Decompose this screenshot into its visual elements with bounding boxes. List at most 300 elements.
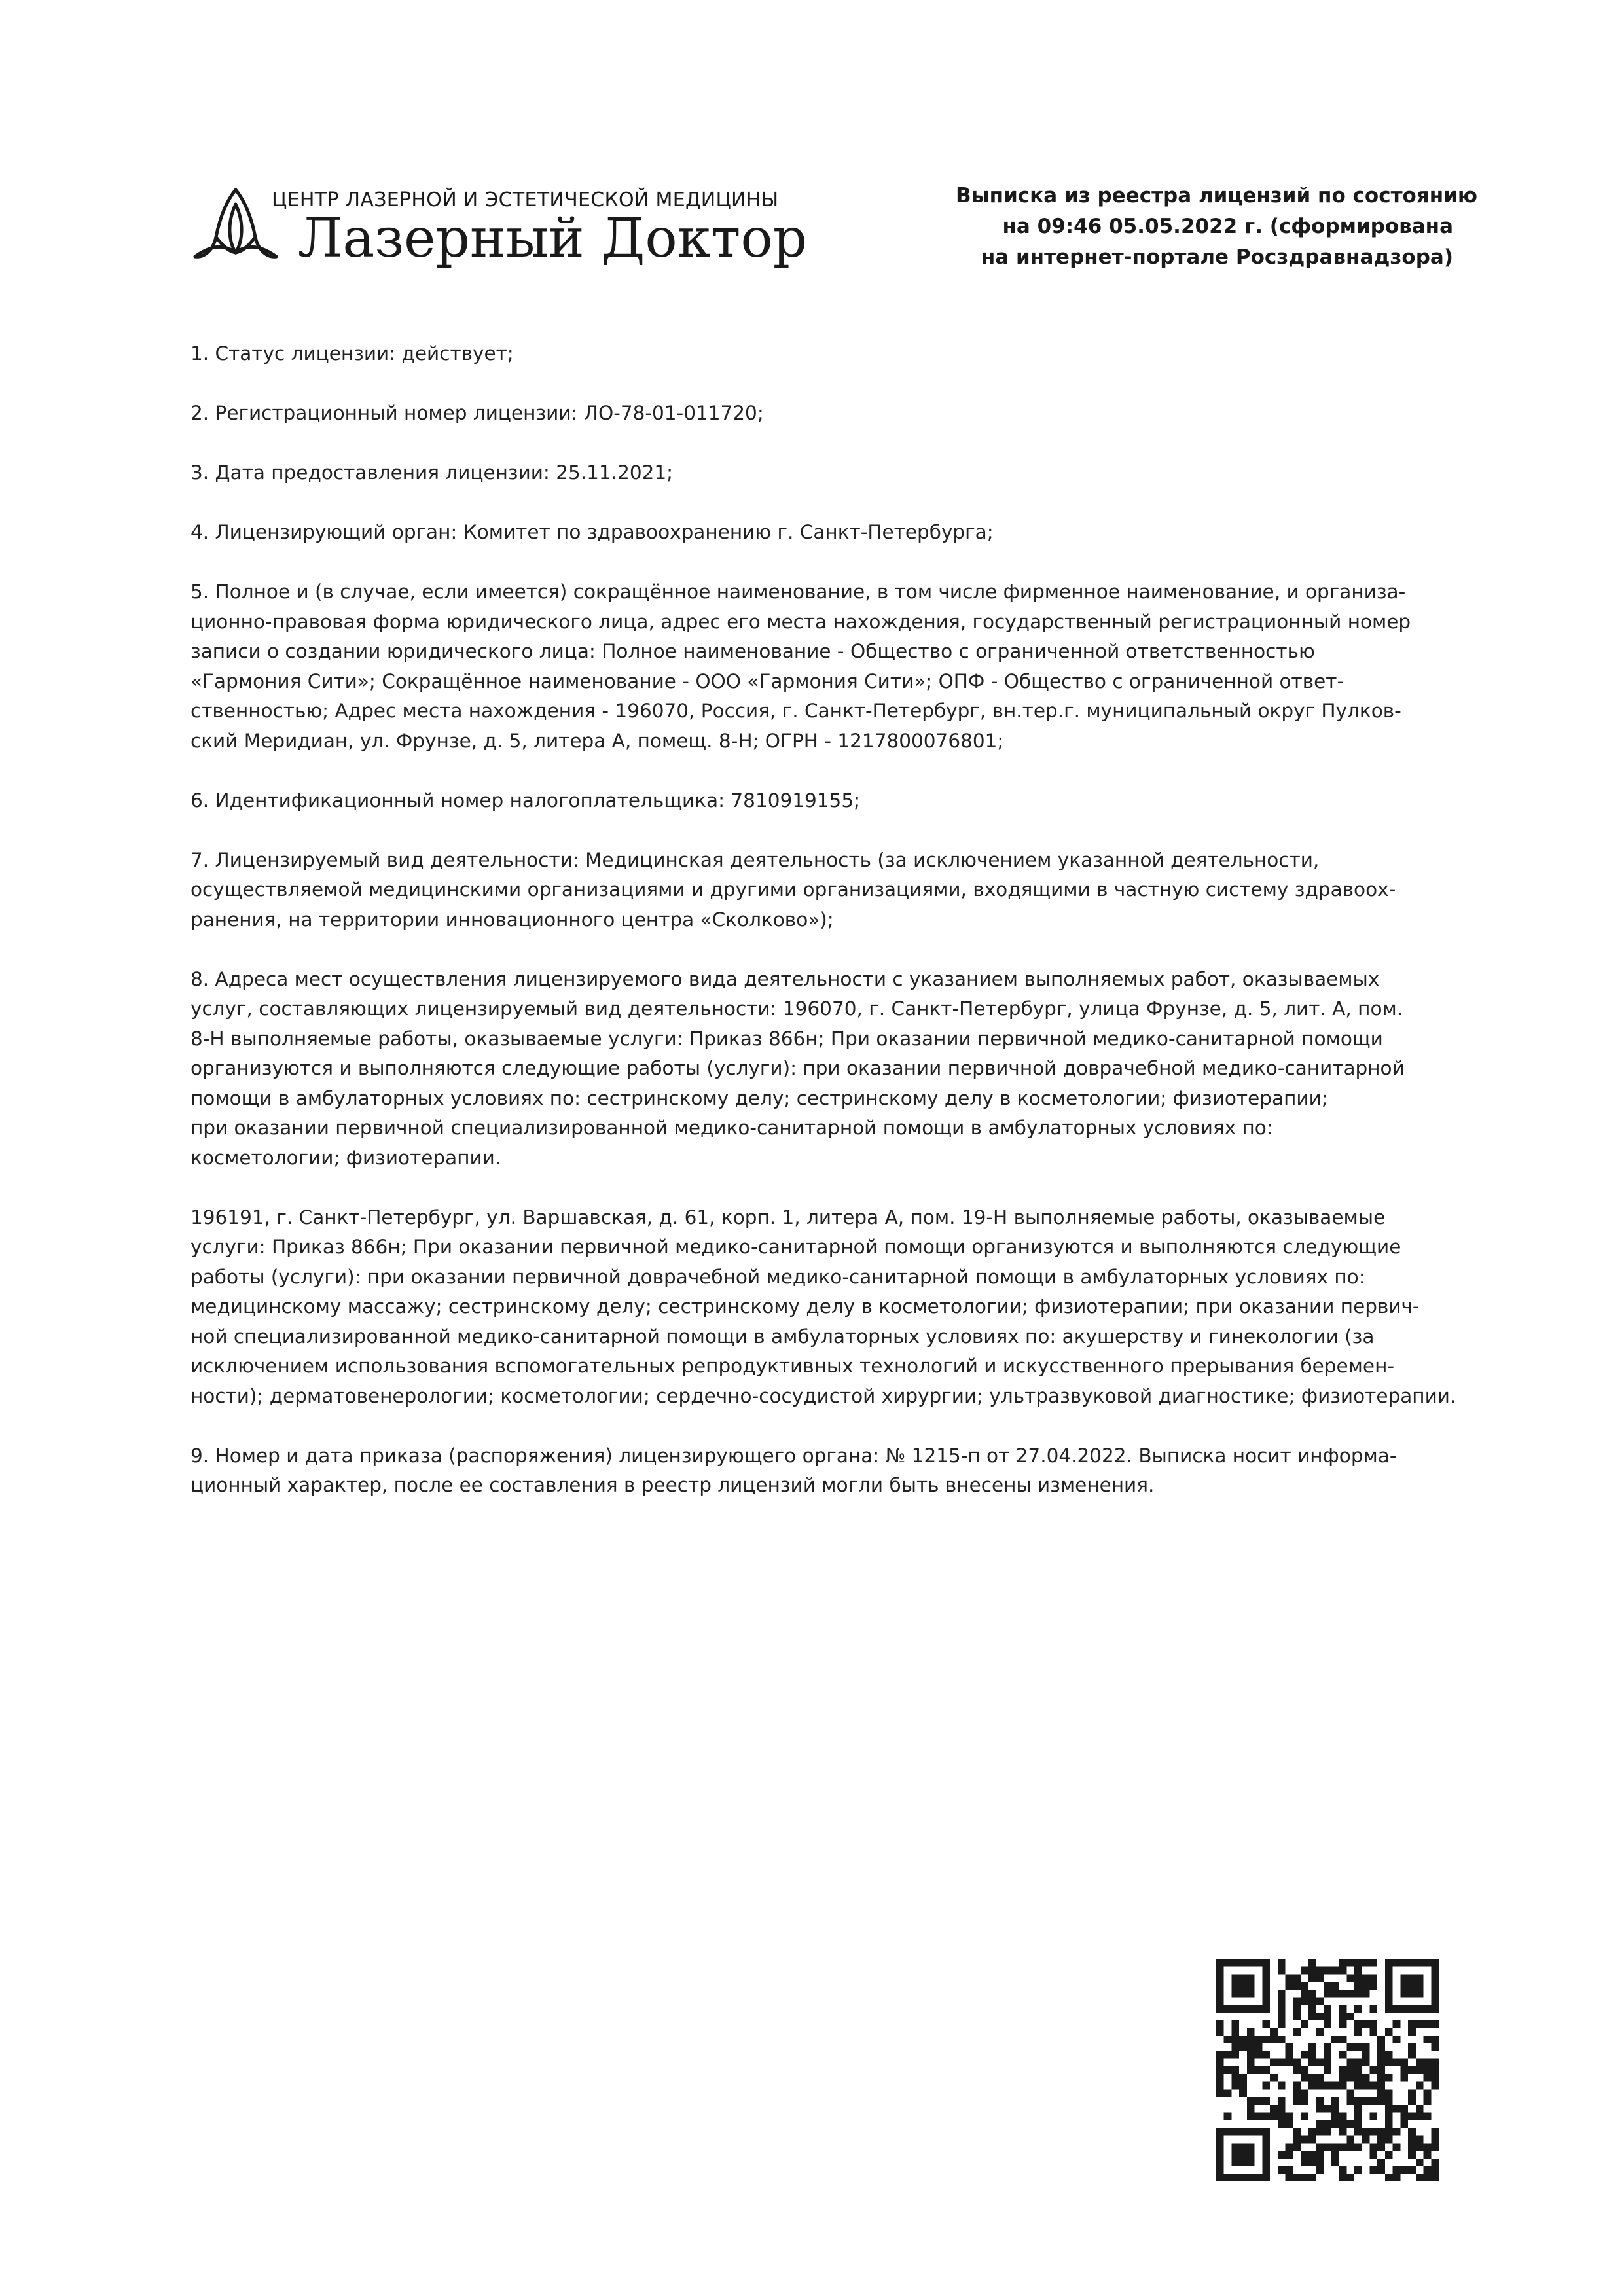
- qr-module: [1393, 2020, 1401, 2028]
- qr-module: [1231, 2159, 1239, 2166]
- qr-module: [1424, 2036, 1432, 2043]
- qr-module: [1301, 1967, 1308, 1975]
- qr-module: [1331, 2151, 1339, 2159]
- qr-module: [1416, 2082, 1424, 2090]
- extract-title: [956, 181, 1478, 273]
- qr-module: [1231, 2051, 1239, 2059]
- qr-module: [1301, 1998, 1308, 2005]
- license-item-line: «Гармония Сити»; Сокращённое наименование - ООО «Гармония Сити»; ОПФ - Общество с ограниченной ответ-: [190, 670, 1344, 692]
- qr-module: [1216, 1967, 1224, 1975]
- license-item-line: ский Меридиан, ул. Фрунзе, д. 5, литера А, помещ. 8-Н; ОГРН - 1217800076801;: [190, 729, 1004, 752]
- qr-module: [1231, 2128, 1239, 2136]
- qr-module: [1293, 2058, 1301, 2066]
- qr-module: [1216, 2051, 1224, 2059]
- qr-module: [1247, 1990, 1255, 1998]
- qr-module: [1278, 2058, 1286, 2066]
- qr-module: [1354, 1967, 1362, 1975]
- qr-module: [1339, 2036, 1347, 2043]
- qr-module: [1424, 2112, 1432, 2120]
- qr-module: [1362, 2074, 1370, 2082]
- qr-module: [1339, 2166, 1347, 2174]
- qr-module: [1308, 2005, 1316, 2013]
- qr-module: [1346, 2174, 1354, 2181]
- qr-module: [1231, 2028, 1239, 2036]
- qr-module: [1262, 1974, 1270, 1982]
- qr-module: [1408, 2005, 1416, 2013]
- qr-module: [1362, 2097, 1370, 2105]
- qr-module: [1377, 2043, 1385, 2051]
- qr-module: [1278, 2166, 1286, 2174]
- qr-module: [1278, 2005, 1286, 2013]
- qr-module: [1369, 2128, 1377, 2136]
- qr-module: [1431, 2036, 1439, 2043]
- qr-module: [1278, 2082, 1286, 2090]
- qr-module: [1262, 2020, 1270, 2028]
- qr-module: [1369, 2066, 1377, 2074]
- qr-module: [1339, 2120, 1347, 2128]
- license-item-line: организуются и выполняются следующие работы (услуги): при оказании первичной доврачебной медико-санитарной: [190, 1057, 1405, 1079]
- qr-module: [1293, 1974, 1301, 1982]
- qr-module: [1416, 2066, 1424, 2074]
- qr-module: [1369, 2020, 1377, 2028]
- qr-module: [1416, 2058, 1424, 2066]
- qr-module: [1424, 2097, 1432, 2105]
- qr-module: [1216, 1982, 1224, 1990]
- qr-module: [1247, 2005, 1255, 2013]
- qr-module: [1354, 2166, 1362, 2174]
- qr-module: [1216, 2066, 1224, 2074]
- qr-module: [1408, 2097, 1416, 2105]
- qr-module: [1416, 2112, 1424, 2120]
- qr-module: [1247, 2058, 1255, 2066]
- qr-module: [1301, 2159, 1308, 2166]
- qr-module: [1346, 2097, 1354, 2105]
- qr-module: [1308, 2128, 1316, 2136]
- qr-module: [1262, 2128, 1270, 2136]
- qr-module: [1377, 2051, 1385, 2059]
- qr-module: [1339, 2143, 1347, 2151]
- qr-module: [1286, 2058, 1293, 2066]
- qr-module: [1354, 1959, 1362, 1967]
- qr-module: [1231, 2005, 1239, 2013]
- qr-module: [1393, 2166, 1401, 2174]
- qr-module: [1400, 1959, 1408, 1967]
- license-item-line: осуществляемой медицинскими организациями и другими организациями, входящими в частную систему здравоох-: [190, 878, 1396, 901]
- qr-module: [1231, 1974, 1239, 1982]
- qr-module: [1308, 2058, 1316, 2066]
- qr-module: [1362, 2128, 1370, 2136]
- qr-module: [1354, 2020, 1362, 2028]
- qr-module: [1308, 2051, 1316, 2059]
- qr-module: [1408, 2043, 1416, 2051]
- qr-module: [1286, 2043, 1293, 2051]
- qr-module: [1247, 2066, 1255, 2074]
- qr-module: [1369, 2028, 1377, 2036]
- qr-module: [1424, 2166, 1432, 2174]
- qr-module: [1286, 2143, 1293, 2151]
- qr-module: [1331, 2105, 1339, 2113]
- qr-module: [1316, 2013, 1324, 2020]
- qr-module: [1316, 2151, 1324, 2159]
- qr-module: [1278, 1959, 1286, 1967]
- qr-module: [1354, 2112, 1362, 2120]
- qr-module: [1262, 2166, 1270, 2174]
- qr-module: [1262, 2005, 1270, 2013]
- license-item-8: [190, 965, 1467, 1174]
- qr-module: [1324, 2082, 1331, 2090]
- qr-module: [1400, 2112, 1408, 2120]
- qr-module: [1239, 1974, 1247, 1982]
- qr-module: [1424, 2058, 1432, 2066]
- qr-module: [1255, 2043, 1263, 2051]
- qr-module: [1354, 2143, 1362, 2151]
- qr-module: [1331, 2097, 1339, 2105]
- qr-module: [1408, 2166, 1416, 2174]
- license-item-line: помощи в амбулаторных условиях по: сестринскому делу; сестринскому делу в косметологии; физиотерапии;: [190, 1086, 1328, 1109]
- qr-module: [1255, 2005, 1263, 2013]
- qr-module: [1308, 2082, 1316, 2090]
- qr-module: [1369, 1959, 1377, 1967]
- qr-module: [1408, 1959, 1416, 1967]
- qr-module: [1239, 2005, 1247, 2013]
- qr-module: [1301, 2097, 1308, 2105]
- qr-module: [1231, 2020, 1239, 2028]
- qr-module: [1339, 1990, 1347, 1998]
- qr-module: [1293, 2136, 1301, 2144]
- qr-module: [1354, 1982, 1362, 1990]
- knot-emblem-icon: [190, 185, 281, 270]
- license-item-5: [190, 577, 1467, 756]
- qr-module: [1400, 1982, 1408, 1990]
- qr-module: [1224, 2174, 1232, 2181]
- qr-module: [1293, 2082, 1301, 2090]
- qr-module: [1239, 2043, 1247, 2051]
- qr-module: [1339, 1959, 1347, 1967]
- qr-module: [1262, 2082, 1270, 2090]
- qr-module: [1316, 2120, 1324, 2128]
- qr-module: [1278, 2151, 1286, 2159]
- qr-module: [1331, 1967, 1339, 1975]
- qr-module: [1362, 1974, 1370, 1982]
- qr-module: [1278, 2112, 1286, 2120]
- qr-module: [1431, 2066, 1439, 2074]
- qr-module: [1286, 2120, 1293, 2128]
- qr-module: [1354, 2120, 1362, 2128]
- qr-module: [1431, 1990, 1439, 1998]
- license-item-2: [190, 399, 1467, 429]
- qr-module: [1308, 2174, 1316, 2181]
- license-item-4: [190, 518, 1467, 548]
- qr-module: [1293, 2089, 1301, 2097]
- qr-module: [1346, 1959, 1354, 1967]
- qr-module: [1346, 2143, 1354, 2151]
- qr-module: [1293, 2097, 1301, 2105]
- qr-module: [1346, 2013, 1354, 2020]
- qr-module: [1385, 1982, 1393, 1990]
- qr-module: [1331, 2112, 1339, 2120]
- qr-module: [1377, 2159, 1385, 2166]
- license-item-line: ной специализированной медико-санитарной помощи в амбулаторных условиях по: акушерству и гинекологии (за: [190, 1325, 1375, 1348]
- qr-module: [1308, 1974, 1316, 1982]
- qr-module: [1301, 2074, 1308, 2082]
- qr-module: [1400, 2074, 1408, 2082]
- license-item-line: ционно-правовая форма юридического лица, адрес его места нахождения, государственный регистрационный номер: [190, 610, 1411, 633]
- qr-module: [1385, 2058, 1393, 2066]
- qr-module: [1247, 2143, 1255, 2151]
- qr-module: [1339, 2051, 1347, 2059]
- qr-module: [1286, 2112, 1293, 2120]
- license-item-line: 1. Статус лицензии: действует;: [190, 342, 514, 365]
- license-item-line: ственностью; Адрес места нахождения - 196070, Россия, г. Санкт-Петербург, вн.тер.г. муниципальный округ Пулков-: [190, 700, 1401, 722]
- document-header: [190, 177, 1478, 295]
- qr-module: [1293, 2128, 1301, 2136]
- qr-module: [1247, 2159, 1255, 2166]
- qr-module: [1270, 2058, 1278, 2066]
- qr-module: [1369, 1982, 1377, 1990]
- license-details: [190, 339, 1467, 1530]
- qr-module: [1293, 1982, 1301, 1990]
- qr-module: [1247, 2028, 1255, 2036]
- qr-module: [1247, 1974, 1255, 1982]
- qr-module: [1216, 1998, 1224, 2005]
- qr-module: [1316, 2082, 1324, 2090]
- qr-module: [1400, 2120, 1408, 2128]
- qr-module: [1255, 2128, 1263, 2136]
- qr-module: [1293, 2174, 1301, 2181]
- qr-module: [1262, 2143, 1270, 2151]
- qr-module: [1301, 2066, 1308, 2074]
- qr-module: [1216, 2159, 1224, 2166]
- qr-module: [1431, 1998, 1439, 2005]
- qr-module: [1324, 2105, 1331, 2113]
- extract-title-line: Выписка из реестра лицензий по состоянию: [956, 184, 1478, 207]
- qr-module: [1431, 2005, 1439, 2013]
- qr-module: [1408, 2151, 1416, 2159]
- qr-module: [1239, 2159, 1247, 2166]
- qr-module: [1247, 2105, 1255, 2113]
- qr-module: [1293, 2005, 1301, 2013]
- qr-module: [1416, 1982, 1424, 1990]
- qr-module: [1316, 2143, 1324, 2151]
- qr-module: [1278, 1967, 1286, 1975]
- qr-module: [1239, 2174, 1247, 2181]
- qr-module: [1393, 2143, 1401, 2151]
- license-item-line: записи о создании юридического лица: Полное наименование - Общество с ограниченной ответственностью: [190, 640, 1315, 662]
- qr-module: [1331, 2120, 1339, 2128]
- qr-module: [1385, 2074, 1393, 2082]
- qr-module: [1301, 2112, 1308, 2120]
- qr-module: [1255, 2112, 1263, 2120]
- qr-module: [1377, 2143, 1385, 2151]
- qr-module: [1247, 1959, 1255, 1967]
- qr-module: [1393, 2174, 1401, 2181]
- extract-title-line: на интернет-портале Росздравнадзора): [981, 245, 1453, 269]
- qr-module: [1231, 2151, 1239, 2159]
- qr-module: [1362, 2058, 1370, 2066]
- qr-module: [1346, 2136, 1354, 2144]
- license-item-3: [190, 458, 1467, 488]
- qr-module: [1262, 2136, 1270, 2144]
- qr-module: [1408, 2066, 1416, 2074]
- qr-module: [1270, 2112, 1278, 2120]
- qr-module: [1255, 2066, 1263, 2074]
- qr-module: [1416, 1959, 1424, 1967]
- qr-module: [1408, 2028, 1416, 2036]
- clinic-logo: [190, 183, 844, 281]
- qr-module: [1224, 2051, 1232, 2059]
- qr-module: [1308, 2136, 1316, 2144]
- qr-module: [1385, 2120, 1393, 2128]
- qr-module: [1324, 2120, 1331, 2128]
- qr-module: [1385, 2151, 1393, 2159]
- qr-module: [1424, 2151, 1432, 2159]
- qr-module: [1362, 2136, 1370, 2144]
- qr-module: [1339, 2074, 1347, 2082]
- qr-module: [1231, 1990, 1239, 1998]
- qr-module: [1339, 2112, 1347, 2120]
- qr-module: [1301, 2020, 1308, 2028]
- qr-module: [1316, 2128, 1324, 2136]
- qr-module: [1408, 2143, 1416, 2151]
- qr-module: [1339, 2020, 1347, 2028]
- qr-module: [1278, 2020, 1286, 2028]
- qr-module: [1262, 2097, 1270, 2105]
- qr-module: [1339, 2128, 1347, 2136]
- qr-module: [1278, 2105, 1286, 2113]
- qr-module: [1224, 2128, 1232, 2136]
- qr-module: [1424, 2020, 1432, 2028]
- qr-module: [1424, 2066, 1432, 2074]
- qr-module: [1385, 2028, 1393, 2036]
- qr-module: [1369, 2166, 1377, 2174]
- qr-module: [1216, 1959, 1224, 1967]
- qr-module: [1393, 2128, 1401, 2136]
- qr-module: [1393, 2105, 1401, 2113]
- license-item-line: ности); дерматовенерологии; косметологии; сердечно-сосудистой хирургии; ультразвуковой диагностике; физиотерапии.: [190, 1384, 1456, 1407]
- qr-module: [1308, 2159, 1316, 2166]
- qr-module: [1385, 2097, 1393, 2105]
- qr-module: [1377, 2058, 1385, 2066]
- qr-module: [1346, 2058, 1354, 2066]
- license-item-9: [190, 1203, 1467, 1412]
- qr-module: [1385, 1959, 1393, 1967]
- qr-module: [1239, 1982, 1247, 1990]
- qr-module: [1324, 2051, 1331, 2059]
- qr-module: [1231, 2174, 1239, 2181]
- qr-module: [1431, 1982, 1439, 1990]
- qr-module: [1385, 1967, 1393, 1975]
- qr-module: [1369, 2082, 1377, 2090]
- qr-module: [1231, 1959, 1239, 1967]
- qr-module: [1324, 1990, 1331, 1998]
- license-item-line: медицинскому массажу; сестринскому делу; сестринскому делу в косметологии; физиотерапии; при оказании первич-: [190, 1295, 1420, 1318]
- qr-module: [1369, 2151, 1377, 2159]
- qr-module: [1216, 2128, 1224, 2136]
- qr-module: [1346, 2120, 1354, 2128]
- qr-module: [1431, 2043, 1439, 2051]
- qr-module: [1369, 1974, 1377, 1982]
- license-item-line: работы (услуги): при оказании первичной доврачебной медико-санитарной помощи в амбулаторных условиях по:: [190, 1265, 1365, 1288]
- qr-module: [1377, 2136, 1385, 2144]
- qr-module: [1301, 2151, 1308, 2159]
- qr-module: [1316, 1974, 1324, 1982]
- qr-module: [1324, 2013, 1331, 2020]
- qr-module: [1369, 2112, 1377, 2120]
- qr-module: [1216, 2074, 1224, 2082]
- qr-module: [1224, 2005, 1232, 2013]
- qr-module: [1354, 2097, 1362, 2105]
- qr-module: [1377, 2082, 1385, 2090]
- qr-module: [1400, 1990, 1408, 1998]
- qr-module: [1431, 2074, 1439, 2082]
- qr-module: [1385, 1998, 1393, 2005]
- qr-module: [1293, 2013, 1301, 2020]
- qr-module: [1400, 2066, 1408, 2074]
- qr-module: [1308, 1990, 1316, 1998]
- qr-module: [1301, 2089, 1308, 2097]
- qr-module: [1424, 1959, 1432, 1967]
- qr-module: [1239, 2082, 1247, 2090]
- qr-module: [1377, 2074, 1385, 2082]
- qr-module: [1231, 2143, 1239, 2151]
- qr-module: [1385, 2174, 1393, 2181]
- license-item-line: 5. Полное и (в случае, если имеется) сокращённое наименование, в том числе фирменное наименование, и организа-: [190, 581, 1406, 603]
- qr-module: [1416, 2020, 1424, 2028]
- qr-module: [1416, 2143, 1424, 2151]
- qr-module: [1247, 2043, 1255, 2051]
- qr-module: [1278, 2120, 1286, 2128]
- qr-module: [1231, 2082, 1239, 2090]
- qr-module: [1408, 1990, 1416, 1998]
- license-item-line: ранения, на территории инновационного центра «Сколково»);: [190, 908, 834, 931]
- qr-module: [1354, 2128, 1362, 2136]
- qr-module: [1369, 2143, 1377, 2151]
- qr-module: [1224, 2066, 1232, 2074]
- qr-module: [1308, 2074, 1316, 2082]
- qr-module: [1393, 2005, 1401, 2013]
- qr-module: [1354, 2105, 1362, 2113]
- qr-module: [1393, 2058, 1401, 2066]
- qr-module: [1431, 2174, 1439, 2181]
- qr-module: [1385, 2128, 1393, 2136]
- qr-module: [1431, 2128, 1439, 2136]
- qr-module: [1416, 1974, 1424, 1982]
- qr-module: [1431, 1959, 1439, 1967]
- qr-module: [1286, 2051, 1293, 2059]
- qr-module: [1400, 2105, 1408, 2113]
- qr-module: [1316, 2074, 1324, 2082]
- qr-module: [1331, 2159, 1339, 2166]
- qr-module: [1416, 2159, 1424, 2166]
- qr-module: [1239, 1990, 1247, 1998]
- qr-module: [1270, 2074, 1278, 2082]
- qr-module: [1316, 2105, 1324, 2113]
- qr-module: [1262, 1959, 1270, 1967]
- qr-module: [1339, 2066, 1347, 2074]
- qr-module: [1424, 2074, 1432, 2082]
- qr-module: [1239, 2089, 1247, 2097]
- qr-module: [1331, 2143, 1339, 2151]
- qr-module: [1400, 1974, 1408, 1982]
- qr-module: [1362, 2082, 1370, 2090]
- qr-module: [1316, 2166, 1324, 2174]
- qr-module: [1377, 2036, 1385, 2043]
- qr-module: [1385, 2112, 1393, 2120]
- qr-module: [1262, 2051, 1270, 2059]
- license-item-line: 2. Регистрационный номер лицензии: ЛО-78-01-011720;: [190, 402, 764, 424]
- qr-module: [1346, 2043, 1354, 2051]
- qr-module: [1408, 1974, 1416, 1982]
